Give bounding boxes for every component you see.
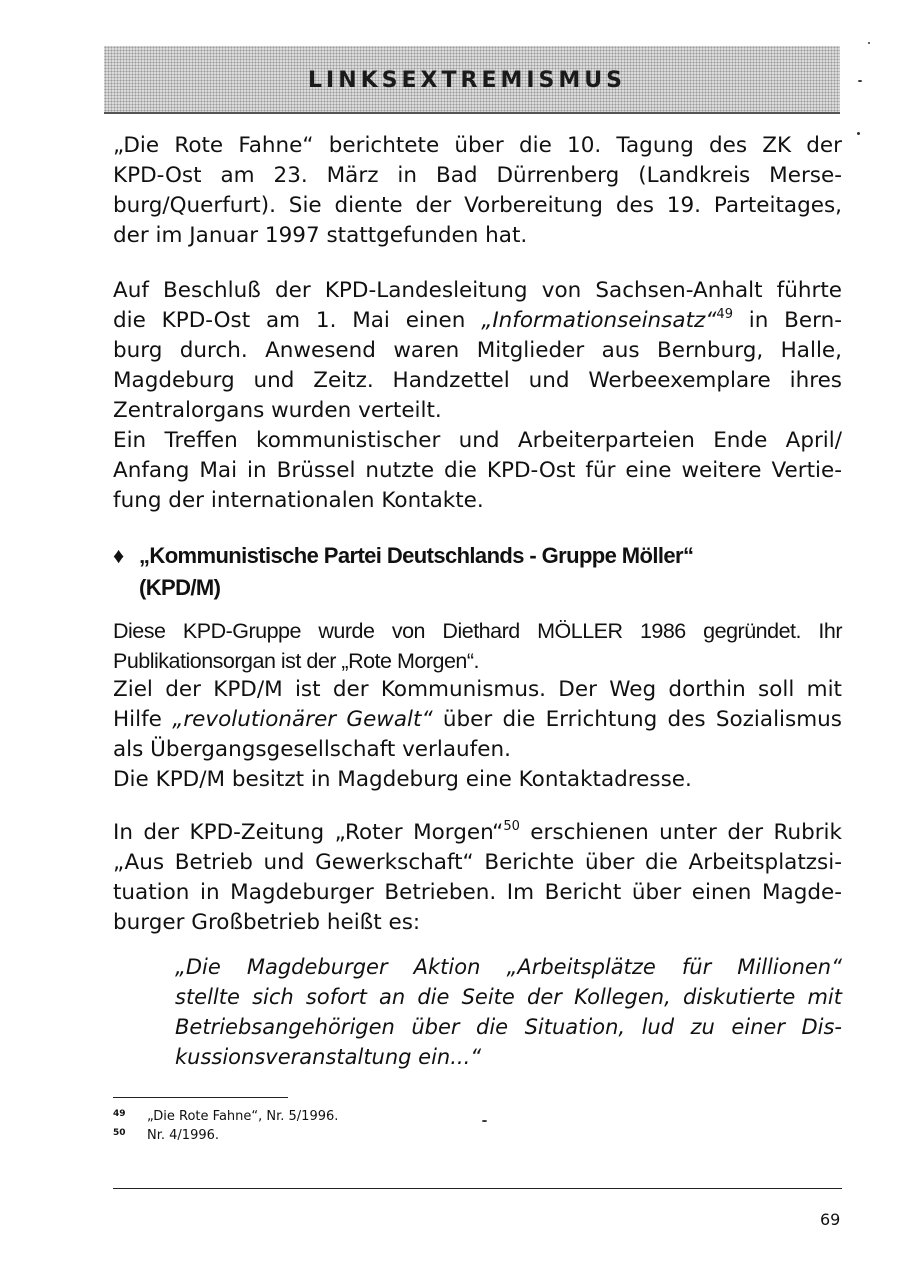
text-line: KPD-Ost am 23. März in Bad Dürrenberg (Landkreis Merse- — [113, 163, 842, 188]
quote-line: kussionsveranstaltung ein...“ — [175, 1045, 482, 1069]
text-segment: in Bern- — [732, 308, 842, 333]
text-line: tuation in Magdeburger Betrieben. Im Bericht über einen Magde- — [113, 880, 842, 905]
block-quote — [175, 952, 842, 1072]
text-line: „Aus Betrieb und Gewerkschaft“ Berichte über die Arbeitsplatzsi- — [113, 850, 842, 875]
quote-line: stellte sich sofort an die Seite der Kollegen, diskutierte mit — [175, 985, 842, 1009]
footnote-49 — [113, 1106, 338, 1125]
heading-line: (KPD/M) — [139, 575, 221, 600]
running-header-title: LINKSEXTREMISMUS — [308, 68, 626, 93]
paragraph-bruessel-treffen — [113, 426, 842, 516]
paragraph-informationseinsatz — [113, 276, 842, 426]
bottom-divider — [113, 1188, 842, 1189]
footnote-text: „Die Rote Fahne“, Nr. 5/1996. — [147, 1109, 339, 1124]
text-segment: erschienen unter der Rubrik — [519, 820, 842, 845]
text-line — [113, 818, 842, 848]
scan-speck — [858, 80, 862, 82]
footnote-ref-50: 50 — [503, 819, 520, 834]
scan-speck — [482, 1120, 487, 1122]
scan-speck — [868, 42, 870, 44]
scan-speck — [857, 132, 860, 135]
text-line: Ziel der KPD/M ist der Kommunismus. Der Weg dorthin soll mit — [113, 677, 842, 702]
diamond-bullet-icon: ♦ — [113, 543, 124, 568]
paragraph-ziel-kpd-m — [113, 675, 842, 795]
section-heading-kpd-m — [113, 540, 813, 604]
paragraph-roter-morgen — [113, 818, 842, 938]
quote-line: Betriebsangehörigen über die Situation, lud zu einer Dis- — [175, 1015, 842, 1039]
emphasis-quote: „Informationseinsatz“ — [481, 308, 717, 333]
text-segment: die KPD-Ost am 1. Mai einen — [113, 308, 482, 333]
footnote-divider — [113, 1097, 288, 1098]
text-line — [113, 306, 842, 336]
text-line: Auf Beschluß der KPD-Landesleitung von Sachsen-Anhalt führte — [113, 278, 842, 303]
heading-line: „Kommunistische Partei Deutschlands - Gruppe Möller“ — [139, 543, 694, 568]
text-line: Anfang Mai in Brüssel nutzte die KPD-Ost für eine weitere Vertie- — [113, 458, 842, 483]
text-line: Magdeburg und Zeitz. Handzettel und Werbeexemplare ihres — [113, 368, 842, 393]
footnote-text: Nr. 4/1996. — [147, 1128, 220, 1143]
footnote-50 — [113, 1125, 219, 1144]
text-line — [113, 705, 842, 735]
paragraph-rote-fahne-tagung — [113, 131, 842, 251]
text-line: als Übergangsgesellschaft verlaufen. — [113, 737, 511, 762]
text-line: „Die Rote Fahne“ berichtete über die 10. Tagung des ZK der — [113, 133, 842, 158]
text-line: burger Großbetrieb heißt es: — [113, 910, 421, 935]
paragraph-kpd-gruppe — [113, 616, 842, 676]
text-segment: Hilfe — [113, 707, 173, 732]
footnote-ref-49: 49 — [716, 307, 733, 322]
text-segment: über die Errichtung des Sozialismus — [432, 707, 842, 732]
text-line: fung der internationalen Kontakte. — [113, 488, 484, 513]
footnote-number: 49 — [113, 1109, 126, 1119]
text-line: der im Januar 1997 stattgefunden hat. — [113, 223, 528, 248]
text-line: Publikationsorgan ist der „Rote Morgen“. — [113, 649, 479, 673]
text-line: Zentralorgans wurden verteilt. — [113, 398, 442, 423]
text-line: Die KPD/M besitzt in Magdeburg eine Kontaktadresse. — [113, 767, 692, 792]
emphasis-quote: „revolutionärer Gewalt“ — [172, 707, 433, 732]
footnote-number: 50 — [113, 1128, 126, 1138]
text-segment: In der KPD-Zeitung „Roter Morgen“ — [113, 820, 504, 845]
text-line: burg/Querfurt). Sie diente der Vorbereitung des 19. Parteitages, — [113, 193, 842, 218]
text-line: burg durch. Anwesend waren Mitglieder aus Bernburg, Halle, — [113, 338, 842, 363]
page-number: 69 — [820, 1210, 841, 1229]
text-line: Diese KPD-Gruppe wurde von Diethard MÖLLER 1986 gegründet. Ihr — [113, 619, 842, 643]
quote-line: „Die Magdeburger Aktion „Arbeitsplätze für Millionen“ — [175, 955, 842, 979]
text-line: Ein Treffen kommunistischer und Arbeiterparteien Ende April/ — [113, 428, 842, 453]
